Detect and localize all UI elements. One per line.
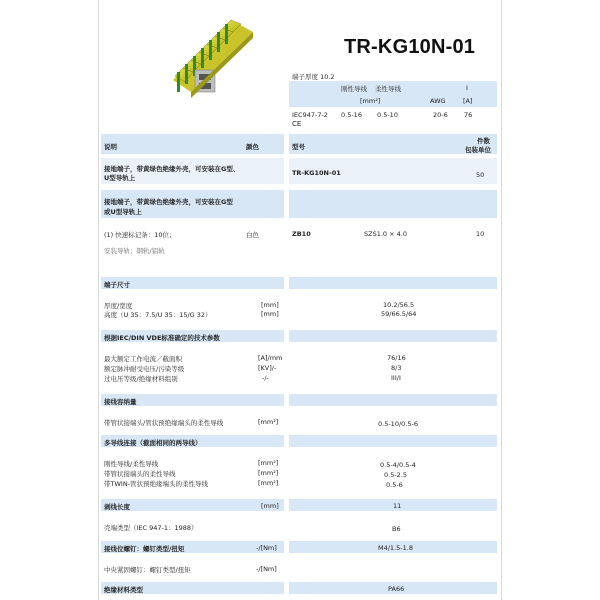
dims-val1: 10.2/56.5 (383, 301, 415, 309)
center-screw-unit: -/[Nm] (256, 565, 277, 573)
desc-header: 说明 (104, 143, 117, 151)
color-header: 颜色 (246, 143, 259, 151)
terminal-block-image (165, 10, 257, 102)
order-row-2-desc2: 或U型导轨上 (104, 208, 142, 216)
housing-label: 壳端类型（IEC 947-1：1988） (104, 524, 198, 532)
multi-unit-3: [mm²] (258, 479, 279, 487)
iec-line3: 过电压等级/绝缘材料组别 (104, 375, 178, 383)
multi-unit-2: [mm²] (258, 469, 279, 477)
housing-val: B6 (392, 525, 401, 533)
product-title: TR-KG10N-01 (344, 36, 476, 58)
marker-model: ZB10 (292, 230, 311, 238)
multi-line1: 刚性导线/柔性导线 (104, 460, 159, 468)
order-row-2-desc1: 接地端子，带黄绿色绝缘外壳，可安装在G型 (104, 198, 233, 206)
rigid-value: 0.5-16 (341, 111, 362, 119)
multi-val1: 0.5-4/0.5-4 (380, 461, 416, 469)
multi-val2: 0.5-2.5 (384, 471, 408, 479)
iec-val1: 76/16 (387, 354, 406, 362)
multi-unit-1: [mm²] (258, 459, 279, 467)
standard-label: IEC947-7-2 (292, 111, 328, 119)
dims-line1: 厚度/宽度 (104, 302, 133, 310)
screw-val: M4/1.5-1.8 (378, 544, 413, 552)
multi-title: 多导线连接（截面相同的两导线） (104, 439, 202, 447)
current-label: I (466, 84, 468, 92)
dims-val2: 59/66.5/64 (381, 310, 417, 318)
flexible-label: 柔性导线 (375, 85, 401, 93)
iec-val3: III/I (391, 374, 401, 382)
multi-val3: 0.5-6 (386, 481, 403, 489)
awg-label: AWG (430, 97, 446, 105)
dims-band-right (289, 277, 497, 289)
current-unit: [A] (463, 97, 473, 105)
dims-line2: 高度（U 35：7.5/U 35：15/G 32） (104, 311, 212, 319)
order-row-1-model: TR-KG10N-01 (292, 169, 341, 177)
strip-title: 剥线长度 (104, 503, 130, 511)
center-screw-label: 中央紧固螺钉：螺钉类型/扭矩 (104, 566, 191, 574)
dims-unit-2: [mm] (261, 310, 279, 318)
iec-unit3: -/- (262, 374, 269, 382)
marker-qty: 10 (476, 230, 485, 238)
flexible-value: 0.5-10 (377, 111, 398, 119)
iec-val2: 8/3 (391, 364, 402, 372)
unit-mm2: [mm²] (360, 97, 381, 105)
iec-band-right (289, 330, 497, 342)
dims-title: 端子尺寸 (104, 281, 130, 289)
iec-line2: 额定脉冲耐受电压/污染等级 (104, 365, 185, 373)
marker-color: 白色 (246, 231, 259, 239)
awg-value: 20-6 (433, 111, 448, 119)
rigid-label: 刚性导线 (341, 85, 367, 93)
insul-val: PA66 (388, 585, 405, 593)
insul-title: 绝缘材料类型 (104, 586, 143, 594)
model-header: 型号 (292, 143, 305, 151)
screw-unit: -/[Nm] (256, 544, 277, 552)
strip-unit: [mm] (261, 502, 279, 510)
cap-unit: [mm²] (258, 418, 279, 426)
marker-spec: SZS1.0 × 4.0 (364, 230, 407, 238)
marker-desc: (1) 快速标记条：10位； (104, 231, 176, 239)
multi-band-right (289, 435, 497, 447)
thickness-label: 端子厚度 10.2 (292, 73, 335, 81)
screw-title: 接线位螺钉：螺钉类型/扭矩 (104, 545, 185, 553)
iec-line1: 最大额定工作电流／截面积 (104, 355, 182, 363)
order-row-1-desc1: 接地端子，带黄绿色绝缘外壳，可安装在G型、 (104, 165, 240, 173)
iec-unit2: [KV]/- (258, 364, 277, 372)
order-row-2-bg-right (289, 190, 497, 218)
multi-line2: 带管状接端头的柔性导线 (104, 470, 176, 478)
pack-header-1: 件数 (477, 137, 490, 145)
dims-unit-1: [mm] (261, 301, 279, 309)
iec-unit1: [A]/mm (258, 354, 283, 362)
current-value: 76 (464, 111, 473, 119)
cap-line: 带管状接端头/管状预绝缘端头的柔性导线 (104, 419, 224, 427)
multi-line3: 带TWIN-管状预绝缘端头的柔性导线 (104, 480, 209, 488)
order-row-1-desc2: U型导轨上 (104, 174, 136, 182)
ce-mark: CE (292, 120, 302, 128)
cap-band-right (289, 394, 497, 406)
strip-val: 11 (393, 502, 402, 510)
cap-val: 0.5-10/0.5-6 (378, 420, 418, 428)
rail-note: 安装导轨：钢轨/铝轨 (104, 247, 165, 255)
pack-header-2: 包装单位 (465, 146, 491, 154)
cap-title: 接线容纳量 (104, 398, 137, 406)
order-row-1-qty: 50 (476, 171, 485, 179)
iec-title: 根据IEC/DIN VDE标准确定的技术参数 (104, 334, 220, 342)
